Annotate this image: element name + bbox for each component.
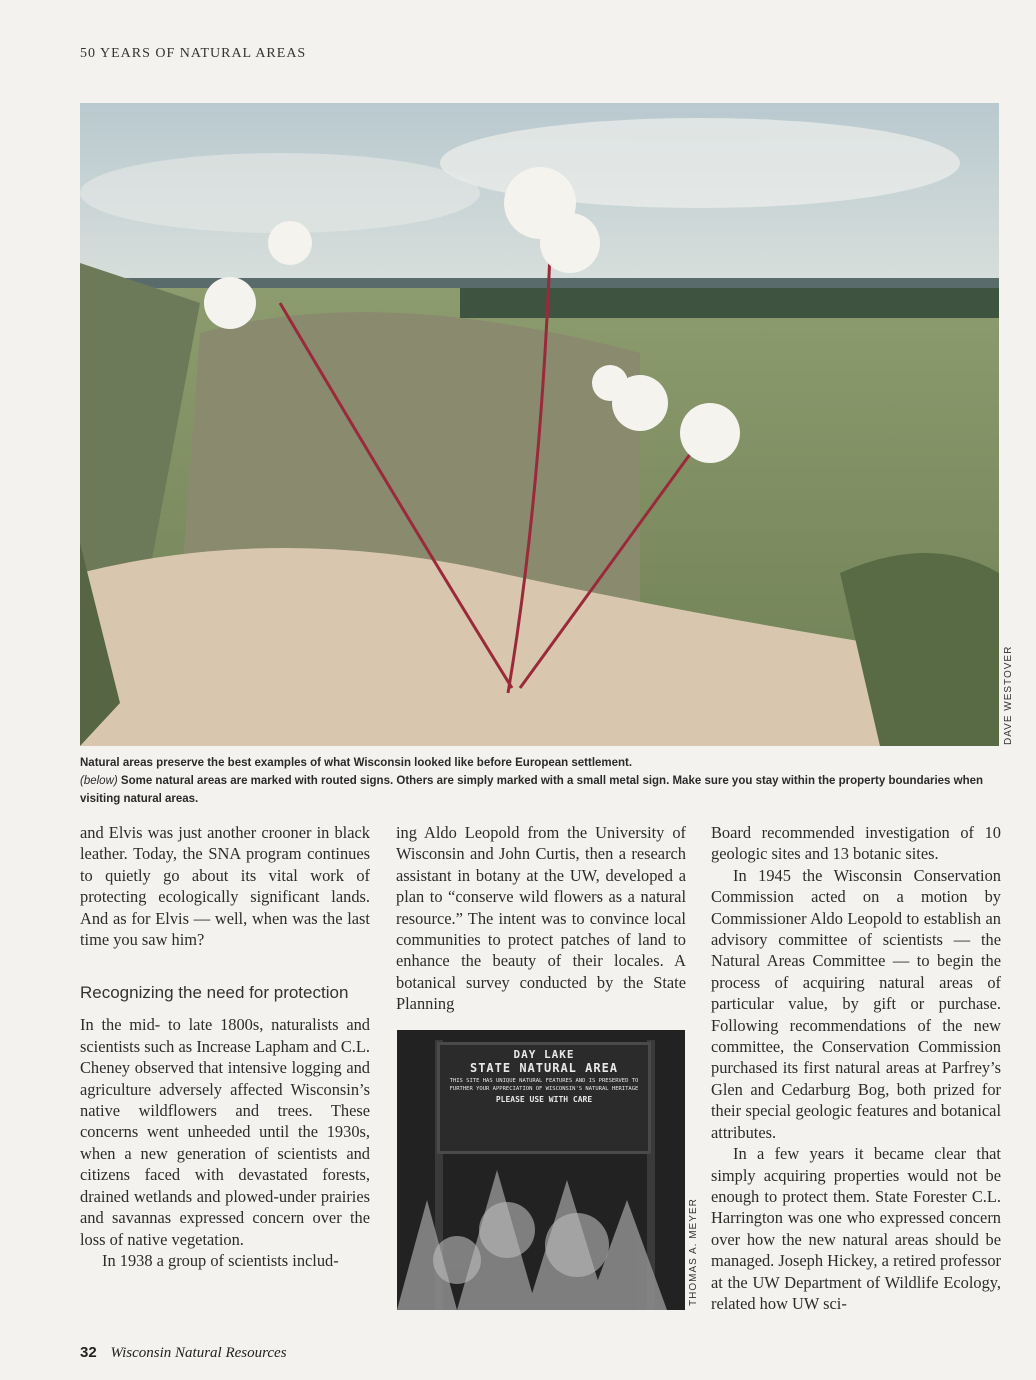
caption-below-label: (below) [80,775,118,787]
sign-photo [397,1030,685,1310]
paragraph: In 1945 the Wisconsin Conservation Commission acted on a motion by Commissioner Aldo Leopold to establish an advisory committee of scientists — the Natural Areas Committee — to begin the process of acquiring natural areas of particular value, by gift or purchase. Following recommendations of the new committee, the Conservation Commission purchased its first natural areas at Parfrey’s Glen and Cedarburg Bog, both prized for their special geologic features and botanical attributes. [711,865,1001,1142]
paragraph: In the mid- to late 1800s, naturalists and scientists such as Increase Lapham and C.L. Cheney observed that intensive logging and agriculture adversely affected Wisconsin’s native wildflowers and trees. These concerns went unheeded until the 1930s, when a new generation of scientists and citizens faced with devastated forests, drained wetlands and plowed-under prairies and savannas expressed concern over the loss of native vegetation. [80,1015,370,1249]
photo-caption [80,754,1000,808]
paragraph: In a few years it became clear that simply acquiring properties would not be enough to protect them. State Forester C.L. Harrington was one who expressed concern over how the new natural areas should be managed. Joseph Hickey, a retired professor at the UW Department of Wildlife Ecology, related how UW sci- [711,1144,1001,1313]
running-header: 50 YEARS OF NATURAL AREAS [80,46,307,61]
page-number: 32 [80,1344,97,1361]
sign-line-1: DAY LAKE [513,1048,575,1061]
prairie-photo-illustration [80,103,999,746]
caption-line-1: Natural areas preserve the best examples of what Wisconsin looked like before European settlement. [80,757,633,769]
paragraph: and Elvis was just another crooner in black leather. Today, the SNA program continues to quietly go about its vital work of protecting ecologically significant lands. And as for Elvis — well, when was the last time you saw him? [80,823,370,950]
sign-line-4: PLEASE USE WITH CARE [495,1095,593,1104]
main-photo [80,103,999,746]
caption-below-text: Some natural areas are marked with routed signs. Others are simply marked with a small metal sign. Make sure you stay within the property boundaries when visiting natural areas. [80,775,984,805]
paragraph: ing Aldo Leopold from the University of Wisconsin and John Curtis, then a research assistant in botany at the UW, developed a plan to “conserve wild flowers as a natural resource.” The intent was to convince local communities to protect patches of land to enhance the beauty of their locales. A botanical survey conducted by the State Planning [396,823,686,1014]
day-lake-sign [437,1042,651,1154]
article-column-1 [80,822,370,1271]
sign-photo-credit: THOMAS A. MEYER [688,1198,699,1306]
page-footer [80,1344,287,1362]
caption-line-2 [80,772,1000,808]
sign-line-2: STATE NATURAL AREA [469,1061,619,1075]
magazine-title: Wisconsin Natural Resources [110,1345,287,1361]
article-column-2 [396,822,686,1015]
article-column-3 [711,822,1001,1314]
paragraph: In 1938 a group of scientists includ- [102,1250,339,1270]
paragraph: Board recommended investigation of 10 geologic sites and 13 botanic sites. [711,823,1001,864]
section-subhead: Recognizing the need for protection [80,983,349,1003]
main-photo-credit: DAVE WESTOVER [1003,645,1014,745]
sign-line-3: THIS SITE HAS UNIQUE NATURAL FEATURES AND IS PRESERVED TO FURTHER YOUR APPRECIATION OF WISCONSIN'S NATURAL HERITAGE [449,1078,639,1092]
